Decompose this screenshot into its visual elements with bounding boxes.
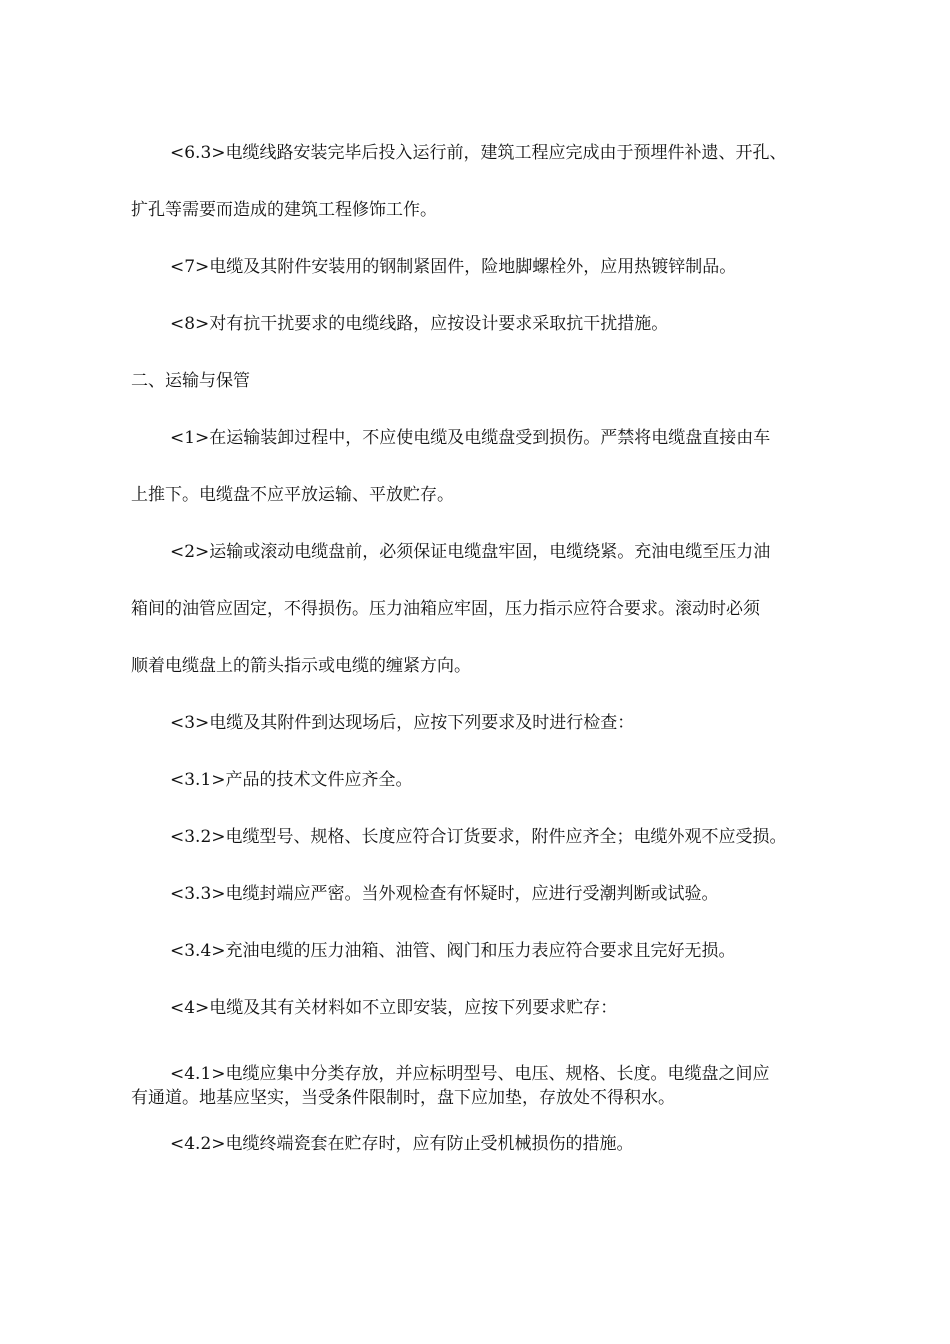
paragraph-2-line-3: 顺着电缆盘上的箭头指示或电缆的缠紧方向。	[131, 656, 471, 676]
paragraph-3-4: <3.4>充油电缆的压力油箱、油管、阀门和压力表应符合要求且完好无损。	[170, 941, 736, 961]
paragraph-1-line-2: 上推下。电缆盘不应平放运输、平放贮存。	[131, 485, 454, 505]
paragraph-6-3-line-2: 扩孔等需要而造成的建筑工程修饰工作。	[131, 200, 437, 220]
paragraph-3-1: <3.1>产品的技术文件应齐全。	[170, 770, 413, 790]
paragraph-2-line-1: <2>运输或滚动电缆盘前，必须保证电缆盘牢固，电缆绕紧。充油电缆至压力油	[170, 542, 771, 562]
paragraph-1-line-1: <1>在运输装卸过程中，不应使电缆及电缆盘受到损伤。严禁将电缆盘直接由车	[170, 428, 771, 448]
section-heading-transport: 二、运输与保管	[131, 371, 250, 391]
paragraph-3-2: <3.2>电缆型号、规格、长度应符合订货要求，附件应齐全；电缆外观不应受损。	[170, 827, 787, 847]
paragraph-4: <4>电缆及其有关材料如不立即安装，应按下列要求贮存：	[170, 998, 618, 1018]
paragraph-3-3: <3.3>电缆封端应严密。当外观检查有怀疑时，应进行受潮判断或试验。	[170, 884, 719, 904]
paragraph-4-2: <4.2>电缆终端瓷套在贮存时，应有防止受机械损伤的措施。	[170, 1134, 634, 1154]
paragraph-2-line-2: 箱间的油管应固定，不得损伤。压力油箱应牢固，压力指示应符合要求。滚动时必须	[131, 599, 760, 619]
paragraph-3: <3>电缆及其附件到达现场后，应按下列要求及时进行检查：	[170, 713, 635, 733]
paragraph-8: <8>对有抗干扰要求的电缆线路，应按设计要求采取抗干扰措施。	[170, 314, 669, 334]
paragraph-4-1-line-2: 有通道。地基应坚实，当受条件限制时，盘下应加垫，存放处不得积水。	[131, 1088, 675, 1108]
paragraph-7: <7>电缆及其附件安装用的钢制紧固件，险地脚螺栓外，应用热镀锌制品。	[170, 257, 737, 277]
paragraph-4-1-line-1: <4.1>电缆应集中分类存放，并应标明型号、电压、规格、长度。电缆盘之间应	[170, 1064, 770, 1084]
paragraph-6-3-line-1: <6.3>电缆线路安装完毕后投入运行前，建筑工程应完成由于预埋件补遗、开孔、	[170, 143, 787, 163]
